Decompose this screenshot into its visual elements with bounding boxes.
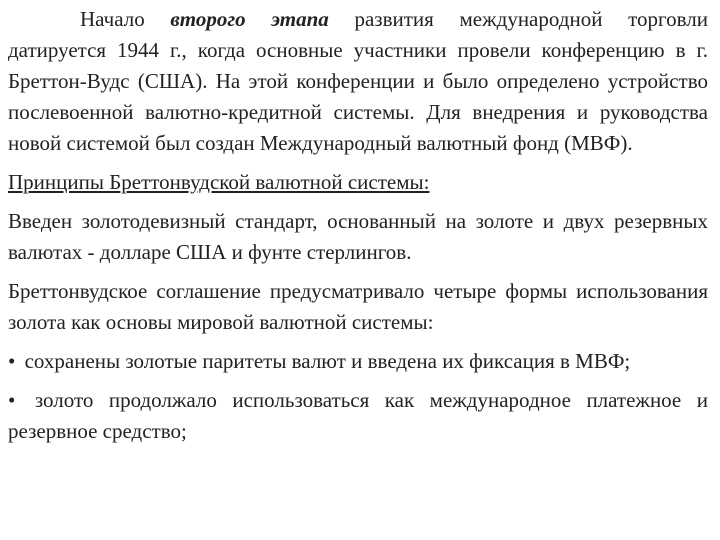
intro-text-end: развития международной торговли датируется 1944 г., когда основные участники провели конференцию в г. Бреттон-Вудс (США). На этой конференции и было определено устройство послевоенной валютно-кредитной системы. Для внедрения и руководства новой системой был создан Международный валютный фонд (МВФ). <box>8 7 708 155</box>
bullet-text: золото продолжало использоваться как международное платежное и резервное средство; <box>8 388 708 443</box>
principles-heading <box>8 167 708 198</box>
bullet-icon: • <box>8 388 16 412</box>
intro-text-start: Начало <box>80 7 171 31</box>
paragraph-gold-exchange-standard: Введен золотодевизный стандарт, основанный на золоте и двух резервных валютах - долларе США и фунте стерлингов. <box>8 209 708 264</box>
bullet-item <box>8 385 708 447</box>
intro-emphasis: второго этапа <box>170 7 329 31</box>
bullet-text: сохранены золотые паритеты валют и введена их фиксация в МВФ; <box>24 349 631 373</box>
paragraph-four-forms: Бреттонвудское соглашение предусматривало четыре формы использования золота как основы мировой валютной системы: <box>8 279 708 334</box>
document-page <box>8 4 708 447</box>
bullet-icon: • <box>8 349 16 373</box>
intro-paragraph <box>8 4 708 159</box>
bullet-item <box>8 346 708 377</box>
principles-heading-text: Принципы Бреттонвудской валютной системы: <box>8 170 430 194</box>
